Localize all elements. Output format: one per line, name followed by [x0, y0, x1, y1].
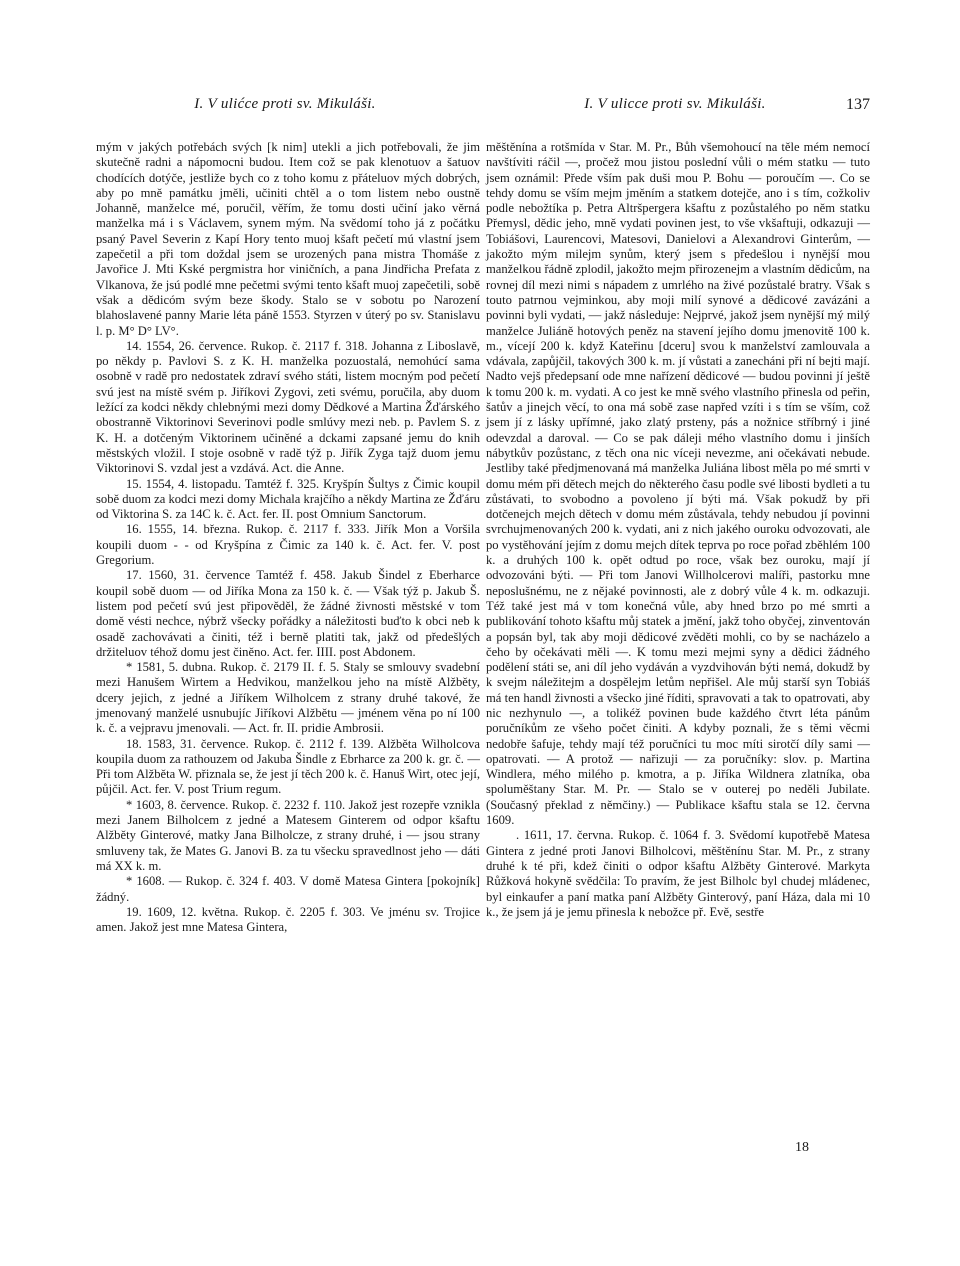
left-column: [96, 140, 480, 935]
paragraph: mým v jakých potřebách svých [k nim] utekli a jich potřebovali, že jim skutečně radni a nápomocni budou. Item což se pak klenotuov a šatuov chodících dotýče, jestliže bych co z toho komu z přáteluov mých dobrých, aby po mně památku jměli, učiniti chtěl a o tom listem nebo oustně Johanně, manželce mé, poručil, věřím, že tomu dosti učiní jako věrná manželka má i s Václavem, synem mým. Na svědomí toho já z počátku psaný Pavel Severin z Kapí Hory tento muoj kšaft pečetí mú vlastní jsem zapečetil a při tom doždal jsem se urozených pana mistra Thomáše z Javořice J. Mti Kské pergmistra hor viničních, a pana Jindřicha Prefata z Vlkanova, že jsú podlé mne pečetmi svými tento kšaft muoj zapečetili, sobě však a dědicóm svým beze škody. Stalo se v sobotu po Narození blahoslavené panny Marie léta páně 1553. Styrzen v úterý po sv. Stanislavu l. p. M° D° LV°.: [96, 140, 480, 338]
paragraph: 19. 1609, 12. května. Rukop. č. 2205 f. 303. Ve jménu sv. Trojice amen. Jakož jest mne Matesa Gintera,: [96, 904, 480, 935]
paragraph: 17. 1560, 31. července Tamtéž f. 458. Jakub Šindel z Eberharce koupil sobě duom — od Jiříka Mona za 150 k. č. — Však týž p. Jakub Š. listem pod pečetí svú jest připověděl, že žádné živnosti městské v tom domě vésti nechce, nýbrž všecky pořádky a náležitosti buďto k obci neb k osadě zachovávati a činiti, též i berně platiti tak, jakž od předešlých držiteluov téhož domu jest činěno. Act. fer. IIII. post Abdonem.: [96, 568, 480, 659]
running-title-left: I. V ulićce proti sv. Mikuláši.: [194, 96, 376, 112]
paragraph: 18. 1583, 31. července. Rukop. č. 2112 f. 139. Alžběta Wilholcova koupila duom za rathouzem od Jakuba Šindle z Ebrharce za 200 k. gr. č. — Při tom Alžběta W. přiznala se, že jest jí těch 200 k. č. Hanuš Wirt, otec její, půjčil. Act. fer. V. post Trium regum.: [96, 736, 480, 797]
paragraph: * 1608. — Rukop. č. 324 f. 403. V domě Matesa Gintera [pokojník] žádný.: [96, 874, 480, 904]
paragraph: 16. 1555, 14. března. Rukop. č. 2117 f. 333. Jiřík Mon a Voršila koupili duom - - od Kryšpína z Čimic za 140 k. č. Act. fer. V. post Gregorium.: [96, 522, 480, 568]
paragraph: 14. 1554, 26. července. Rukop. č. 2117 f. 318. Johanna z Liboslavě, po někdy p. Pavlovi S. z K. H. manželka pozuostalá, nemohúcí sama osobně v radě pro nedostatek zdraví svého státi, listem mocným pod pečetí svú jest na místě svém p. Jiříkovi Zygovi, zeti svému, poručila, aby duom ležící za kodci někdy chlebnými mezi domy Dědkové a Martina Žďárského obostranně Viktorinovi Severinovi podle smlúvy mezi neb. p. Pavlem S. z K. H. a dotčeným Viktorinem učiněné a dckami zapsané jemu do knih městských vložil. I stoje osobně v radě týž p. Jiřík Zyga tajž duom jemu Viktorinovi S. vzdal jest a vzdává. Act. die Anne.: [96, 338, 480, 476]
paragraph: 15. 1554, 4. listopadu. Tamtéž f. 325. Kryšpín Šultys z Čimic koupil sobě duom za kodci mezi domy Michala krajčího a někdy Martina ze Žďáru od Viktorina S. za 14C k. č. Act. fer. II. post Omnium Sanctorum.: [96, 476, 480, 522]
paragraph: * 1603, 8. července. Rukop. č. 2232 f. 110. Jakož jest rozepře vznikla mezi Janem Bilholcem z jedné a Matesem Ginterem od odpor kšaftu Alžběty Ginterové, matky Jana Bilholcze, z strany druhé, i — jsou strany smluveny tak, že Mates G. Janovi B. za tu všecku spravedlnost jeho — dáti má XX k. m.: [96, 797, 480, 873]
signature-mark: 18: [795, 1140, 809, 1155]
paragraph: . 1611, 17. června. Rukop. č. 1064 f. 3. Svědomí kupotřebě Matesa Gintera z jedné proti Janovi Bilholcovi, měštěnínu Star. M. Pr., z strany druhé k té při, kdež činiti o odpor kšaftu Alžběty Ginterové. Markyta Růžková hokyně svědčila: To pravím, že jest Bilholc byl chudej mládenec, byl einkaufer a paní matka paní Alžběty Ginterový, paní Háza, dala mi 10 k., že jsem já je jemu přinesla k nebožce př. Evě, sestře: [486, 828, 870, 919]
running-title-right: I. V ulicce proti sv. Mikuláši.: [584, 96, 766, 112]
paragraph: měštěnína a rotšmída v Star. M. Pr., Bůh všemohoucí na těle mém nemocí navštíviti ráčil —, pročež mou jistou poslední vůli o mém statku — tuto jsem oznámil: Přede vším pak duši mou P. Bohu — poroučím —. Co se tehdy domu se vším mejm jměním a statkem dotejče, ano i s tím, cožkoliv podle nebožtíka p. Petra Altršpergera kšaftu z pozůstalého po něm statku Přemysl, dědic jeho, mně vydati povinen jest, to vše vkšaftuji, odkazuji — Tobiášovi, Laurencovi, Matesovi, Danielovi a Alexandrovi Ginterům, — jakožto mým milejm synům, který jsem s předešlou i nynější mou manželkou řádně zplodil, jakožto mejm přirozenejm a vlastním dědicům, na rovnej díl mezi nimi s nápadem z umrlého na živé pozůstalé bratry. Však s touto patrnou vejminkou, aby moji milí synové a dědicové zavázáni a povinni byli vydati, — jakž následuje: Nejprvé, jakož jsem nynější mý milý manželce Juliáně hotových peněz na stavení jejího domu jmenovitě 100 k. m., vícejí 200 k. když Kateřinu [dceru] svou k manželství zamlouvala a vdávala, zapůjčil, takových 300 k. m. jí vůstati a zanecháni při ní bejti mají. Nadto vejš předepsaní ode mne nařízení dědicové — budou povinni jí ještě k tomu 200 k. m. vydati. A co jest ke mně svého vlastního přinesla od peřin, šatův a jinejch věcí, to ona má sobě zase napřed vzíti i s tím se vším, což jsem jí z lásky upřímné, jako zlatý prsteny, pás a nožnice stříbrný i jiné odevzdal a daroval. — Co se pak dáleji mého vlastního domu i jinších nábytkův pozůstanc, z těch ona nic víceji nevezme, ani očekávati nebude. Jestliby také předjmenovaná má manželka Juliána libost měla po mé smrti v domu mém při dětech mejch do některého času podle své libosti bydleti a tu zůstávati, to svobodno a povoleno jí býti má. Však pokudž by při dotčenejch mejch dětech v domu mém zůstávala, tehdy nebudou jí povinni svrchujmenovaných 200 k. vydati, ani z nich jakého ouroku odvozovati, ale po vystěhování jejím z domu mejch dítek teprva po roce pořad zběhlém 100 k. a druhých 100 k. opět odtud po roce, však bez ouroku, mají jí odvozováni býti. — Při tom Janovi Willholcerovi malíři, pastorku mne neposlušnému, ne z nějaké povinnosti, ale z dobrý vůle 4 k. m. odkazuji. Též také jest má v tom konečná vůle, aby hned brzo po mé smrti a publikování tohoto kšaftu můj statek a jmění, jakž toho obyčej, zinventován a popsán byl, tak aby moji dědicové zvěděti mohli, co by se nacházelo a čeho by očekávati měli —. K tomu mezi mejmi syny a dědici žádného podělení státi se, ani díl jeho vydáván a vyzdvihován býti nemá, dokudž by k svejm náležitejm a dospělejm letům nepřišel. Ale můj starší syn Tobiáš má ten handl živnosti a všecko jiné říditi, spravovati a tak to opatrovati, aby nic nezhynulo —, a tolikéž povinen bude každého čtvrt léta pánům poručníkům ze všeho počet činiti. A kdyby poznali, že s těmi věcmi nedobře šafuje, tehdy mají též poručníci tu moc míti sirotčí díly sami — opatrovati. — A protož — nařizuji — za poručníky: slov. p. Martina Windlera, mého milého p. kmotra, a p. Jiříka Wildnera zlatníka, oba spoluměštany Star. M. Pr. — Stalo se v outerej po neděli Jubilate. (Současný překlad z němčiny.) — Publikace kšaftu stala se 12. června 1609.: [486, 140, 870, 828]
right-column: [486, 140, 870, 920]
paragraph: * 1581, 5. dubna. Rukop. č. 2179 II. f. 5. Staly se smlouvy svadební mezi Hanušem Wirtem a Hedvikou, manželkou jeho na místě Alžběty, dcery jejich, z jedné a Jiříkem Wilholcem z strany druhé takové, že jmenovaný manželé usnubujíc Jiříkovi Alžbětu — jménem věna po ní 100 k. č. a vejpravu jmenovali. — Act. fr. II. pridie Ambrosii.: [96, 660, 480, 736]
page-number: 137: [846, 96, 870, 113]
